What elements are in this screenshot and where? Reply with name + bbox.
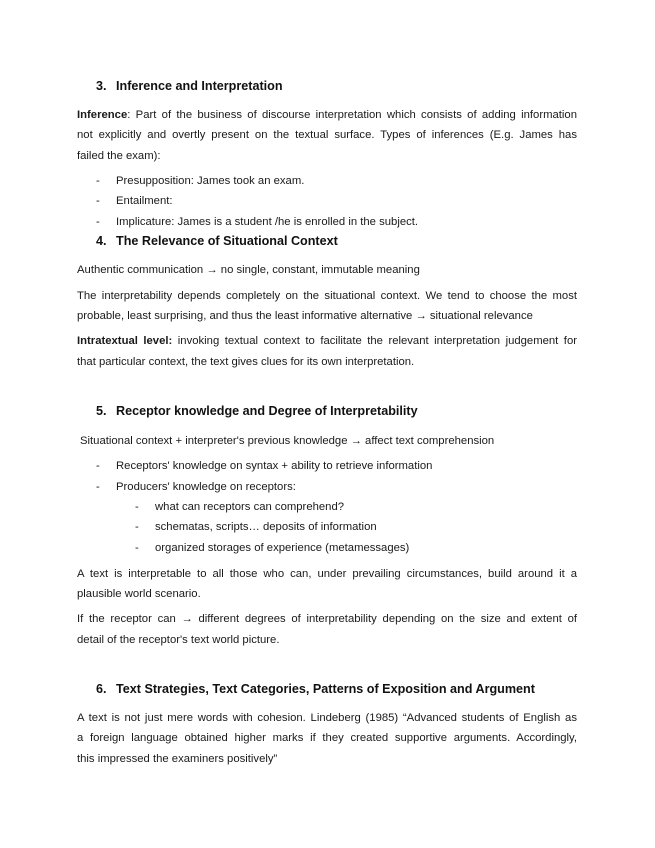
- inference-definition-line-3: failed the exam):: [77, 150, 161, 162]
- interpretability-line-1: The interpretability depends completely on the situational context. We tend to choose the most: [77, 290, 577, 302]
- bullet-dash: -: [96, 216, 100, 228]
- term-inference: Inference: [77, 109, 128, 121]
- term-intratextual-level: Intratextual level:: [77, 335, 173, 347]
- inference-definition-line-1: [77, 105, 577, 126]
- section-number: 3.: [96, 79, 107, 93]
- section-title: Receptor knowledge and Degree of Interpretability: [116, 404, 418, 418]
- intratextual-line-2: that particular context, the text gives clues for its own interpretation.: [77, 356, 415, 368]
- bullet-dash: -: [135, 542, 139, 554]
- list-item-text: Implicature: James is a student /he is enrolled in the subject.: [116, 216, 419, 228]
- bullet-dash: -: [135, 501, 139, 513]
- receptor-degree-line-1: If the receptor can → different degrees of interpretability depending on the size and extent of: [77, 613, 577, 625]
- section-title: The Relevance of Situational Context: [116, 234, 338, 248]
- section-6-heading: [96, 682, 535, 696]
- section-number: 5.: [96, 404, 107, 418]
- list-item-text: schematas, scripts… deposits of information: [155, 521, 377, 533]
- strategies-line-1: A text is not just mere words with cohesion. Lindeberg (1985) “Advanced students of English as: [77, 712, 577, 724]
- section-4-heading: [96, 234, 338, 248]
- authentic-communication-line: Authentic communication → no single, constant, immutable meaning: [77, 264, 420, 276]
- strategies-line-3: this impressed the examiners positively”: [77, 753, 278, 765]
- section-3-heading: [96, 79, 283, 93]
- intratextual-line-1: [77, 331, 577, 352]
- list-item-text: Producers' knowledge on receptors:: [116, 481, 296, 493]
- definition-text: : Part of the business of discourse interpretation which consists of adding information: [127, 109, 577, 121]
- section-title: Text Strategies, Text Categories, Patterns of Exposition and Argument: [116, 682, 535, 696]
- definition-text: invoking textual context to facilitate the relevant interpretation judgement for: [172, 335, 577, 347]
- list-item-text: Receptors' knowledge on syntax + ability to retrieve information: [116, 460, 433, 472]
- situational-context-line: Situational context + interpreter's previous knowledge → affect text comprehension: [80, 435, 495, 447]
- list-item-text: Entailment:: [116, 195, 173, 207]
- list-item-text: organized storages of experience (metamessages): [155, 542, 410, 554]
- bullet-dash: -: [135, 521, 139, 533]
- section-title: Inference and Interpretation: [116, 79, 283, 93]
- receptor-degree-line-2: detail of the receptor's text world picture.: [77, 634, 280, 646]
- bullet-dash: -: [96, 481, 100, 493]
- section-number: 6.: [96, 682, 107, 696]
- list-item-text: Presupposition: James took an exam.: [116, 175, 305, 187]
- bullet-dash: -: [96, 195, 100, 207]
- bullet-dash: -: [96, 460, 100, 472]
- bullet-dash: -: [96, 175, 100, 187]
- inference-definition-line-2: not explicitly and overtly present on the textual surface. Types of inferences (E.g. James has: [77, 129, 577, 141]
- strategies-line-2: a foreign language obtained higher marks if they created supportive arguments. Accordingly,: [77, 732, 577, 744]
- section-5-heading: [96, 404, 418, 418]
- interpretable-text-line-1: A text is interpretable to all those who can, under prevailing circumstances, build around it a: [77, 568, 577, 580]
- interpretability-line-2: probable, least surprising, and thus the least informative alternative → situational relevance: [77, 310, 533, 322]
- section-number: 4.: [96, 234, 107, 248]
- interpretable-text-line-2: plausible world scenario.: [77, 588, 201, 600]
- list-item-text: what can receptors can comprehend?: [155, 501, 345, 513]
